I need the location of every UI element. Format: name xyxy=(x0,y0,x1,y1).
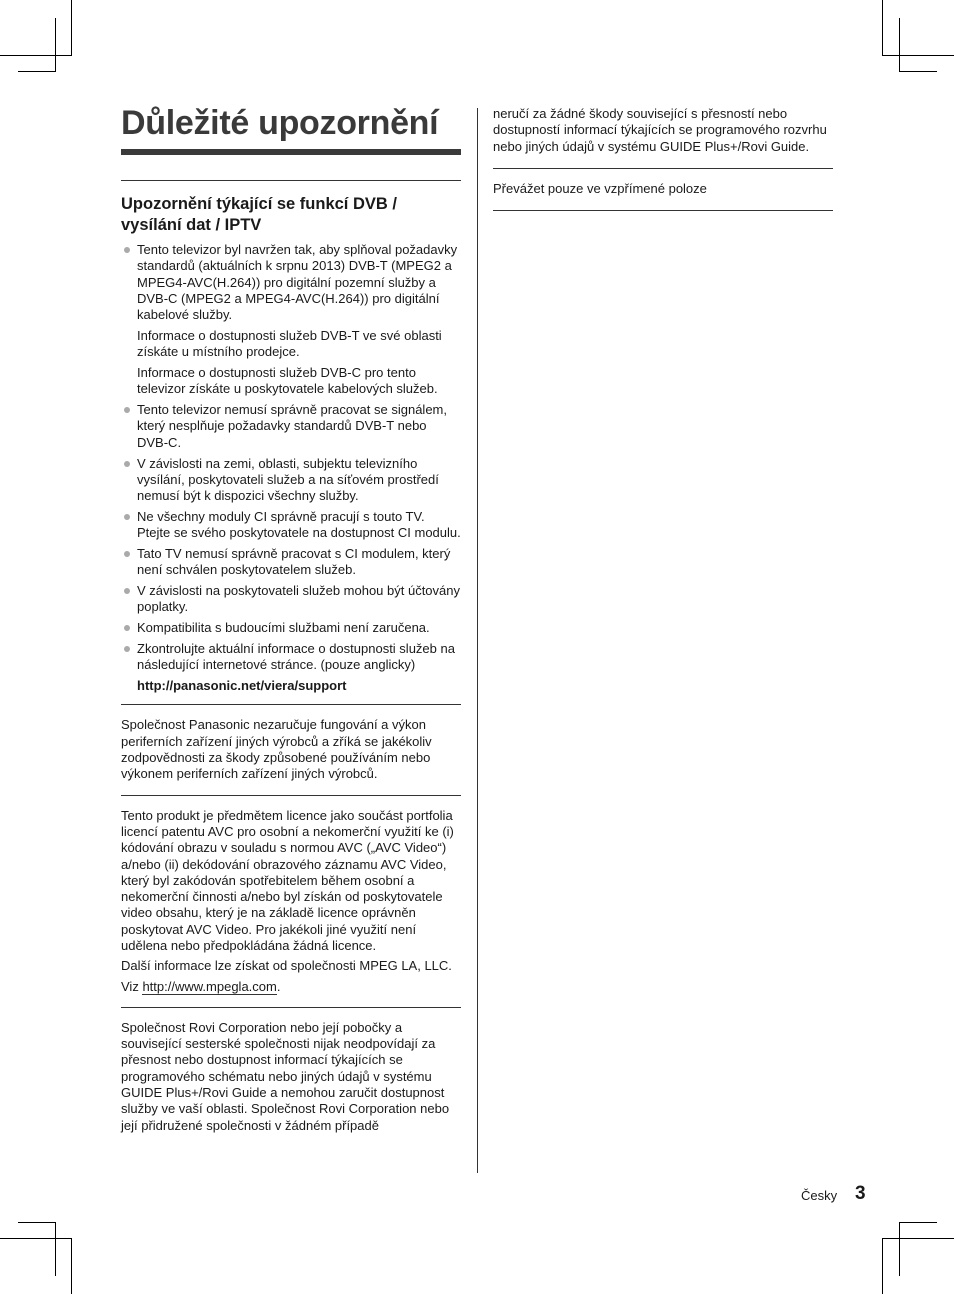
list-item: V závislosti na poskytovateli služeb mohou být účtovány poplatky. xyxy=(121,583,461,616)
crop-mark xyxy=(882,1238,883,1294)
left-column xyxy=(121,100,461,1146)
peripheral-notice xyxy=(121,705,461,794)
list-item: Tento televizor nemusí správně pracovat se signálem, který nesplňuje požadavky standardů DVB-T nebo DVB-C. xyxy=(121,402,461,451)
list-item: Tato TV nemusí správně pracovat s CI modulem, který není schválen poskytovatelem služeb. xyxy=(121,546,461,579)
title-underline xyxy=(121,149,461,155)
support-url[interactable]: http://panasonic.net/viera/support xyxy=(137,678,347,694)
crop-mark xyxy=(18,1222,56,1223)
dvb-bullet-list xyxy=(121,242,461,694)
rovi-text-part1: Společnost Rovi Corporation nebo její pobočky a související sesterské společnosti nijak neodpovídají za přesnost nebo dostupnost informací týkajících se programového schématu nebo jiných údajů v systému GUIDE Plus+/Rovi Guide a nemohou zaručit dostupnost služby ve vaší oblasti. Společnost Rovi Corporation nebo její přidružené společnosti v žádném případě xyxy=(121,1019,450,1133)
avc-notice xyxy=(121,796,461,1007)
list-item xyxy=(121,641,461,694)
see-suffix: . xyxy=(276,978,281,994)
column-divider xyxy=(477,108,478,1173)
bullet-text: Zkontrolujte aktuální informace o dostupnosti služeb na následující internetové stránce. (pouze anglicky) xyxy=(137,641,455,673)
rovi-text-part2: neručí za žádné škody související s přesností nebo dostupností informací týkajících se programového rozvrhu nebo jiných údajů v systému GUIDE Plus+/Rovi Guide. xyxy=(493,106,827,154)
see-prefix: Viz xyxy=(121,978,139,994)
section-heading: Upozornění týkající se funkcí DVB / vysílání dat / IPTV xyxy=(121,195,397,234)
peripheral-text: Společnost Panasonic nezaručuje fungování a výkon periferních zařízení jiných výrobců a zříká se jakékoliv zodpovědnosti za škody způsobené používáním nebo výkonem periferních zařízení jiných výrobců. xyxy=(121,717,432,782)
page-number: 3 xyxy=(855,1183,866,1204)
avc-see-line xyxy=(121,979,461,995)
section-divider xyxy=(493,210,833,211)
dvb-section xyxy=(121,194,461,694)
avc-more-info: Další informace lze získat od společnosti MPEG LA, LLC. xyxy=(121,958,452,974)
crop-mark xyxy=(71,0,72,56)
crop-mark xyxy=(899,1222,937,1223)
sub-paragraph: Informace o dostupnosti služeb DVB-T ve své oblasti získáte u místního prodejce. xyxy=(137,327,442,360)
transport-notice xyxy=(493,169,833,210)
list-item: V závislosti na zemi, oblasti, subjektu televizního vysílání, poskytovateli služeb a na síťovém prostředí nemusí být k dispozici všechny služby. xyxy=(121,456,461,505)
footer-language: Česky xyxy=(801,1188,838,1203)
page-title: Důležité upozornění xyxy=(121,104,439,142)
mpegla-link[interactable]: http://www.mpegla.com xyxy=(142,978,277,994)
crop-mark xyxy=(55,18,56,72)
crop-mark xyxy=(55,1222,56,1276)
sub-paragraph: Informace o dostupnosti služeb DVB-C pro tento televizor získáte u poskytovatele kabelových služeb. xyxy=(137,365,438,397)
crop-mark xyxy=(899,71,937,72)
crop-mark xyxy=(899,18,900,72)
rovi-continuation xyxy=(493,106,833,168)
list-item xyxy=(121,242,461,398)
crop-mark xyxy=(882,1238,954,1239)
list-item: Ne všechny moduly CI správně pracují s touto TV. Ptejte se svého poskytovatele na dostupnost CI modulu. xyxy=(121,509,461,542)
section-divider xyxy=(121,180,461,181)
right-column xyxy=(493,106,833,211)
crop-mark xyxy=(18,71,56,72)
crop-mark xyxy=(882,0,883,56)
avc-text: Tento produkt je předmětem licence jako součást portfolia licencí patentu AVC pro osobní a nekomerční využití ke (i) kódování obrazu v souladu s normou AVC („AVC Video“) a/nebo (ii) dekódování obrazového záznamu AVC Video, který byl zakódován spotřebitelem během osobní a nekomerční činnosti a/nebo byl získán od poskytovatele video obsahu, který je na základě licence oprávněn poskytovat AVC Video. Pro jakékoli jiné využití není udělena nebo předpokládána žádná licence. xyxy=(121,807,454,953)
list-item: Kompatibilita s budoucími službami není zaručena. xyxy=(121,620,461,636)
rovi-notice xyxy=(121,1008,461,1146)
crop-mark xyxy=(899,1222,900,1276)
transport-text: Převážet pouze ve vzpřímené poloze xyxy=(493,180,707,196)
crop-mark xyxy=(882,55,954,56)
crop-mark xyxy=(0,1238,72,1239)
bullet-text: Tento televizor byl navržen tak, aby splňoval požadavky standardů (aktuálních k srpnu 2013) DVB-T (MPEG2 a MPEG4-AVC(H.264)) pro digitální pozemní služby a DVB-C (MPEG2 a MPEG4-AVC(H.264)) pro digitální kabelové služby. xyxy=(137,242,458,323)
crop-mark xyxy=(0,55,72,56)
crop-mark xyxy=(71,1238,72,1294)
